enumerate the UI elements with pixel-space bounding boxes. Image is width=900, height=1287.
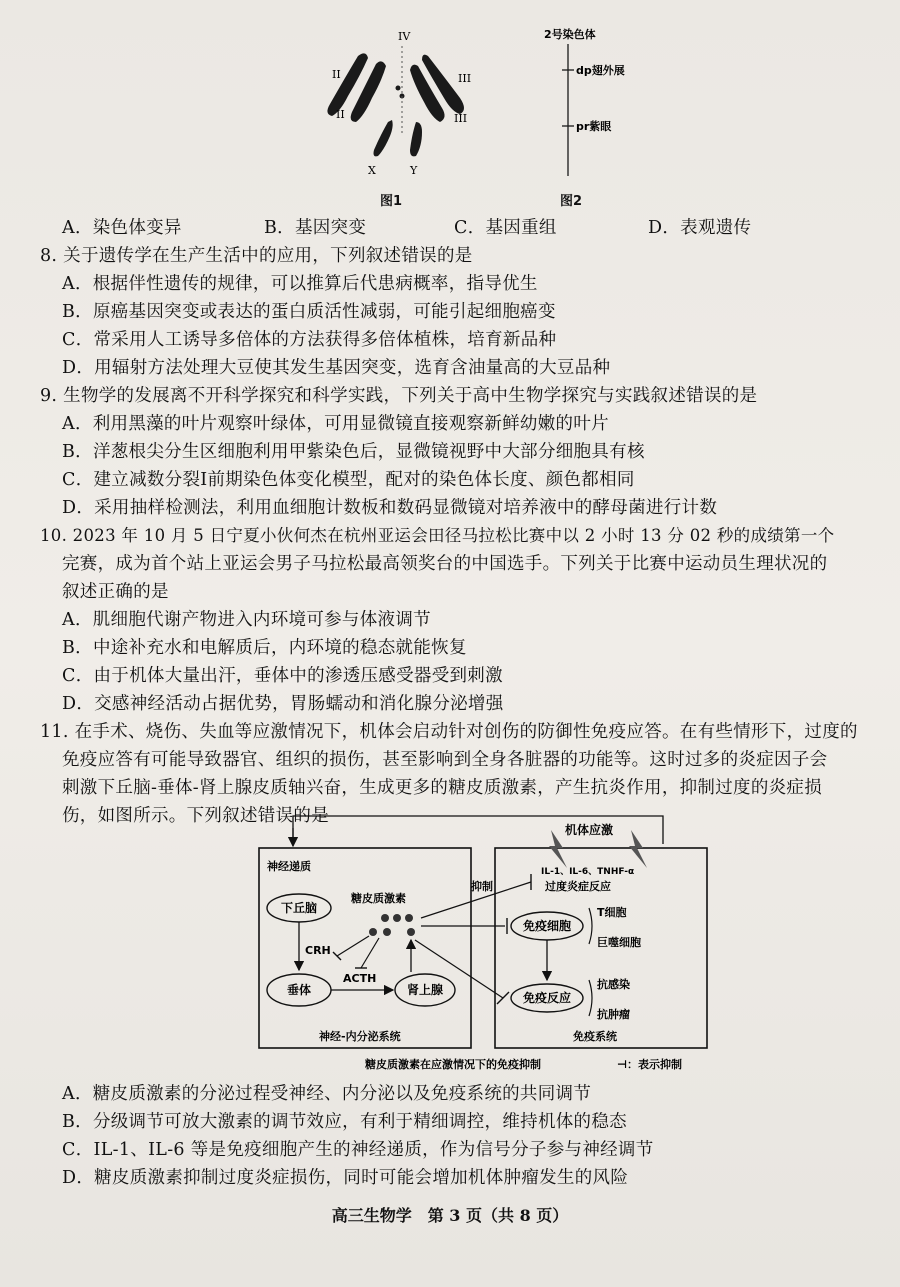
hormone-dot [393, 914, 401, 922]
label-iv: IV [398, 30, 411, 43]
q10-option-d: D．交感神经活动占据优势，胃肠蠕动和消化腺分泌增强 [62, 694, 504, 714]
inhibit-pituitary [361, 938, 379, 968]
hormone-dot [405, 914, 413, 922]
q10-option-c: C．由于机体大量出汗，垂体中的渗透压感受器受到刺激 [62, 666, 503, 686]
hypothalamus-label: 下丘脑 [281, 901, 318, 915]
page-footer: 高三生物学 第 3 页（共 8 页） [331, 1206, 569, 1225]
crh-label: CRH [305, 944, 331, 957]
figure-2-gene-map [528, 26, 648, 186]
inhibit-bar [333, 952, 341, 960]
neuro-endocrine-system-label: 神经-内分泌系统 [319, 1030, 401, 1043]
q11-option-b: B．分级调节可放大激素的调节效应，有利于精细调控，维持机体的稳态 [62, 1112, 627, 1132]
label-y: Y [410, 164, 418, 177]
q9-option-a: A．利用黑藻的叶片观察叶绿体，可用显微镜直接观察新鲜幼嫩的叶片 [62, 414, 609, 434]
q8-option-b: B．原癌基因突变或表达的蛋白质活性减弱，可能引起细胞癌变 [62, 302, 556, 322]
overinflammation-label: 过度炎症反应 [545, 880, 611, 893]
label-x: X [368, 164, 376, 177]
acth-label: ACTH [343, 972, 377, 985]
neuro-endocrine-box [259, 848, 471, 1048]
q9-option-d: D．采用抽样检测法，利用血细胞计数板和数码显微镜对培养液中的酵母菌进行计数 [62, 498, 718, 518]
q8-option-a: A．根据伴性遗传的规律，可以推算后代患病概率，指导优生 [62, 274, 538, 294]
glucocorticoid-immune-diagram [245, 808, 715, 1076]
q7-option-b: B．基因突变 [264, 218, 367, 238]
q11-option-a: A．糖皮质激素的分泌过程受神经、内分泌以及免疫系统的共同调节 [62, 1084, 592, 1104]
gene-dp-label: dp翅外展 [576, 64, 625, 77]
q9-option-c: C．建立减数分裂Ⅰ前期染色体变化模型，配对的染色体长度、颜色都相同 [62, 470, 635, 490]
q10-stem-line-1: 10. 2023 年 10 月 5 日宁夏小伙何杰在杭州亚运会田径马拉松比赛中以 2 小时 13 分 02 秒的成绩第一个 [40, 526, 835, 545]
label-ii-b: II [336, 108, 345, 121]
cytokine-label: IL-1、IL-6、TNHF-α [541, 867, 635, 877]
pituitary-label: 垂体 [287, 983, 312, 997]
anti-tumor-label: 抗肿瘤 [597, 1008, 630, 1021]
q11-option-d: D．糖皮质激素抑制过度炎症损伤，同时可能会增加机体肿瘤发生的风险 [62, 1168, 629, 1188]
q7-option-c: C．基因重组 [454, 218, 557, 238]
q7-option-d: D．表观遗传 [648, 218, 752, 238]
label-iii-a: III [458, 72, 472, 85]
immune-cell-label: 免疫细胞 [523, 919, 572, 933]
q8-option-d: D．用辐射方法处理大豆使其发生基因突变，选育含油量高的大豆品种 [62, 358, 611, 378]
macrophage-label: 巨噬细胞 [597, 936, 641, 949]
inhibit-text: 抑制 [471, 880, 493, 893]
glucocorticoid-label: 糖皮质激素 [351, 892, 406, 905]
hormone-dot [369, 928, 377, 936]
diagram-caption: 糖皮质激素在应激情况下的免疫抑制 [365, 1058, 541, 1071]
hormone-dot [383, 928, 391, 936]
figure-1-karyotype [318, 26, 488, 186]
immune-system-label: 免疫系统 [573, 1030, 617, 1043]
label-iii-b: III [454, 112, 468, 125]
gene-pr-label: pr紫眼 [576, 120, 612, 133]
q8-option-c: C．常采用人工诱导多倍体的方法获得多倍体植株，培育新品种 [62, 330, 557, 350]
label-ii-a: II [332, 68, 341, 81]
q7-option-a: A．染色体变异 [62, 218, 182, 238]
q11-stem-line-3: 刺激下丘脑-垂体-肾上腺皮质轴兴奋，生成更多的糖皮质激素，产生抗炎作用，抑制过度的炎症损 [62, 778, 823, 798]
adrenal-label: 肾上腺 [407, 983, 444, 997]
cell-brace [589, 908, 592, 944]
inhibit-bar [497, 992, 509, 1004]
fig2-title: 2号染色体 [544, 28, 596, 41]
q10-option-b: B．中途补充水和电解质后，内环境的稳态就能恢复 [62, 638, 467, 658]
q11-stem-line-2: 免疫应答有可能导致器官、组织的损伤，甚至影响到全身各脏器的功能等。这时过多的炎症因子会 [62, 750, 828, 770]
chromosome-y [410, 122, 422, 156]
stress-label: 机体应激 [565, 823, 614, 837]
anti-infection-label: 抗感染 [597, 978, 630, 991]
hormone-dot [381, 914, 389, 922]
hormone-dot [407, 928, 415, 936]
inhibit-hypothalamus [337, 936, 369, 956]
figure-2-caption: 图2 [560, 194, 583, 209]
t-cell-label: T细胞 [597, 906, 627, 919]
figure-1-caption: 图1 [380, 194, 403, 209]
q10-option-a: A．肌细胞代谢产物进入内环境可参与体液调节 [62, 610, 431, 630]
q11-option-c: C．IL-1、IL-6 等是免疫细胞产生的神经递质，作为信号分子参与神经调节 [62, 1140, 654, 1160]
q10-stem-line-3: 叙述正确的是 [62, 582, 169, 602]
q9-option-b: B．洋葱根尖分生区细胞利用甲紫染色后，显微镜视野中大部分细胞具有核 [62, 442, 645, 462]
chromosome-x [374, 120, 393, 156]
neurotransmitter-label: 神经递质 [267, 860, 311, 873]
response-brace [589, 980, 592, 1016]
lightning-bolt-icon [629, 830, 647, 868]
q11-stem-line-4: 伤，如图所示。下列叙述错误的是 [62, 806, 329, 826]
chromosome-iv-dot [396, 86, 401, 91]
q11-stem-line-1: 11. 在手术、烧伤、失血等应激情况下，机体会启动针对创伤的防御性免疫应答。在有些情形下，过度的 [40, 722, 858, 742]
q9-stem: 9. 生物学的发展离不开科学探究和科学实践，下列关于高中生物学探究与实践叙述错误的是 [40, 386, 758, 406]
q10-stem-line-2: 完赛，成为首个站上亚运会男子马拉松最高领奖台的中国选手。下列关于比赛中运动员生理状况的 [62, 554, 828, 574]
immune-response-label: 免疫反应 [523, 991, 572, 1005]
q8-stem: 8. 关于遗传学在生产生活中的应用，下列叙述错误的是 [40, 246, 473, 266]
diagram-legend: ⊣：表示抑制 [617, 1058, 683, 1071]
